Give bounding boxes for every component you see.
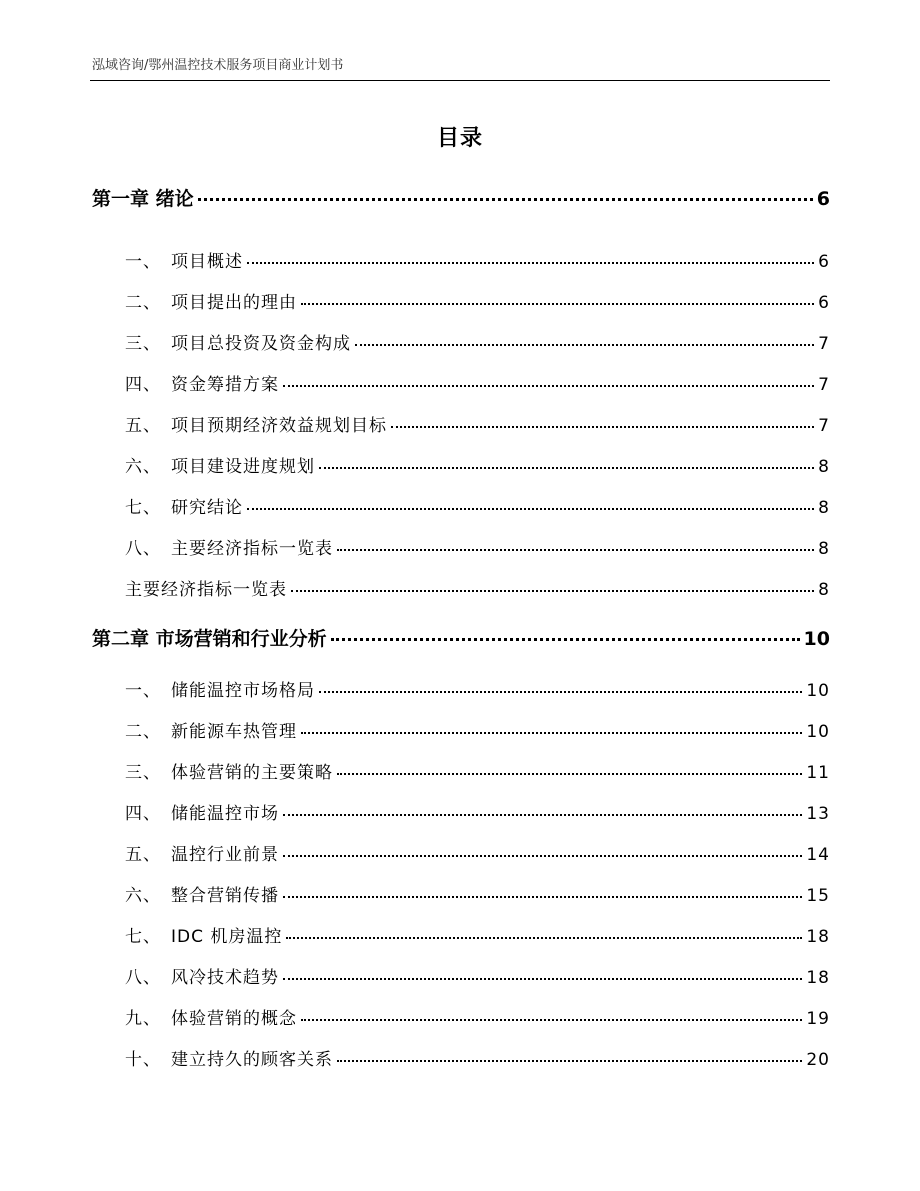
toc-entry-label [125, 1004, 297, 1029]
toc-leader-dots [283, 966, 802, 983]
toc-entry-text: 体验营销的主要策略 [171, 763, 333, 783]
toc-leader-dots [247, 496, 814, 513]
toc-title: 目录 [436, 126, 483, 151]
toc-entry-text: 项目预期经济效益规划目标 [171, 416, 387, 436]
toc-entry-number: 七、 [125, 498, 161, 518]
toc-section-entry[interactable] [125, 799, 830, 824]
toc-entry-text: 主要经济指标一览表 [171, 539, 333, 559]
toc-entry-label [125, 881, 279, 906]
toc-entry-label [125, 758, 333, 783]
toc-section-entry[interactable] [125, 881, 830, 906]
toc-page-number: 18 [806, 968, 830, 988]
toc-section-entry[interactable] [125, 575, 830, 600]
toc-section-entry[interactable] [125, 370, 830, 395]
toc-entry-number: 一、 [125, 252, 161, 272]
toc-leader-dots [286, 925, 802, 942]
toc-page-number: 8 [818, 539, 830, 559]
toc-leader-dots [291, 578, 814, 595]
toc-leader-dots [391, 414, 814, 431]
toc-section-entry[interactable] [125, 329, 830, 354]
toc-section-entry[interactable] [125, 840, 830, 865]
toc-section-entry[interactable] [125, 493, 830, 518]
toc-entry-number: 二、 [125, 293, 161, 313]
header-divider [90, 80, 830, 81]
toc-page-number: 15 [806, 886, 830, 906]
toc-page-number: 6 [818, 252, 830, 272]
toc-entry-number: 十、 [125, 1050, 161, 1070]
toc-entry-label [125, 534, 333, 559]
toc-entry-number: 三、 [125, 334, 161, 354]
toc-page-number: 6 [818, 293, 830, 313]
toc-page-number: 8 [818, 580, 830, 600]
toc-entry-text: 风冷技术趋势 [171, 968, 279, 988]
toc-page-number: 7 [818, 375, 830, 395]
toc-page-number: 10 [803, 628, 830, 650]
toc-section-entry[interactable] [125, 288, 830, 313]
toc-entry-text: IDC 机房温控 [171, 927, 283, 947]
toc-entry-label [125, 717, 297, 742]
toc-leader-dots [337, 761, 802, 778]
toc-entry-text: 研究结论 [171, 498, 243, 518]
toc-entry-label [125, 840, 279, 865]
toc-section-entry[interactable] [125, 717, 830, 742]
toc-entry-text: 整合营销传播 [171, 886, 279, 906]
toc-entry-text: 储能温控市场格局 [171, 681, 315, 701]
toc-entry-label [125, 370, 279, 395]
toc-page-number: 8 [818, 498, 830, 518]
toc-entry-label [125, 411, 387, 436]
toc-page-number: 18 [806, 927, 830, 947]
toc-entry-number: 六、 [125, 886, 161, 906]
toc-entry-number: 八、 [125, 539, 161, 559]
toc-entry-number: 五、 [125, 416, 161, 436]
toc-entry-text: 新能源车热管理 [171, 722, 297, 742]
toc-page-number: 20 [806, 1050, 830, 1070]
toc-entry-text: 储能温控市场 [171, 804, 279, 824]
toc-entry-label [125, 288, 297, 313]
toc-leader-dots [283, 373, 814, 390]
toc-leader-dots [301, 1007, 802, 1024]
toc-entry-label [125, 247, 243, 272]
toc-section-entry[interactable] [125, 676, 830, 701]
toc-entry-label [125, 575, 287, 600]
toc-page-number: 13 [806, 804, 830, 824]
toc-entry-text: 项目提出的理由 [171, 293, 297, 313]
toc-section-entry[interactable] [125, 1004, 830, 1029]
toc-leader-dots [331, 626, 800, 645]
toc-entry-number: 三、 [125, 763, 161, 783]
toc-leader-dots [283, 884, 802, 901]
toc-page-number: 10 [806, 722, 830, 742]
toc-page-number: 11 [806, 763, 830, 783]
toc-leader-dots [247, 250, 814, 267]
toc-page-number: 8 [818, 457, 830, 477]
toc-entry-number: 五、 [125, 845, 161, 865]
toc-leader-dots [337, 1048, 802, 1065]
toc-leader-dots [337, 537, 814, 554]
toc-entry-number: 四、 [125, 375, 161, 395]
toc-page-number: 7 [818, 334, 830, 354]
toc-entry-text: 资金筹措方案 [171, 375, 279, 395]
toc-entry-number: 六、 [125, 457, 161, 477]
toc-section-entry[interactable] [125, 247, 830, 272]
toc-entry-label [125, 799, 279, 824]
toc-entry-text: 主要经济指标一览表 [125, 580, 287, 600]
toc-leader-dots [301, 291, 814, 308]
toc-section-entry[interactable] [125, 963, 830, 988]
toc-page-number: 7 [818, 416, 830, 436]
toc-leader-dots [301, 720, 802, 737]
toc-leader-dots [198, 186, 813, 205]
toc-entry-number: 七、 [125, 927, 161, 947]
toc-section-entry[interactable] [125, 1045, 830, 1070]
toc-section-entry[interactable] [125, 758, 830, 783]
toc-leader-dots [355, 332, 814, 349]
toc-entry-text: 项目总投资及资金构成 [171, 334, 351, 354]
toc-entry-number: 四、 [125, 804, 161, 824]
toc-entry-text: 项目概述 [171, 252, 243, 272]
toc-entry-text: 项目建设进度规划 [171, 457, 315, 477]
toc-section-entry[interactable] [125, 534, 830, 559]
toc-entry-label: 第二章 市场营销和行业分析 [92, 628, 327, 650]
toc-entry-label: 第一章 绪论 [92, 188, 194, 210]
toc-section-entry[interactable] [125, 922, 830, 947]
toc-chapter-1[interactable] [92, 184, 830, 211]
toc-section-entry[interactable] [125, 452, 830, 477]
toc-chapter-2[interactable] [92, 624, 830, 651]
toc-entry-text: 建立持久的顾客关系 [171, 1050, 333, 1070]
toc-entry-label [125, 676, 315, 701]
toc-entry-number: 九、 [125, 1009, 161, 1029]
toc-leader-dots [283, 843, 802, 860]
toc-leader-dots [283, 802, 802, 819]
toc-leader-dots [319, 455, 814, 472]
toc-section-entry[interactable] [125, 411, 830, 436]
toc-page-number: 6 [816, 188, 830, 210]
toc-entry-number: 一、 [125, 681, 161, 701]
running-header: 泓域咨询/鄂州温控技术服务项目商业计划书 [92, 58, 344, 73]
toc-entry-label [125, 493, 243, 518]
toc-entry-label [125, 963, 279, 988]
toc-entry-label [125, 922, 282, 947]
toc-entry-label [125, 452, 315, 477]
toc-entry-text: 体验营销的概念 [171, 1009, 297, 1029]
toc-page-number: 10 [806, 681, 830, 701]
toc-entry-label [125, 1045, 333, 1070]
toc-page-number: 19 [806, 1009, 830, 1029]
toc-entry-text: 温控行业前景 [171, 845, 279, 865]
toc-entry-label [125, 329, 351, 354]
toc-entry-number: 二、 [125, 722, 161, 742]
toc-entry-number: 八、 [125, 968, 161, 988]
toc-leader-dots [319, 679, 802, 696]
toc-page-number: 14 [806, 845, 830, 865]
